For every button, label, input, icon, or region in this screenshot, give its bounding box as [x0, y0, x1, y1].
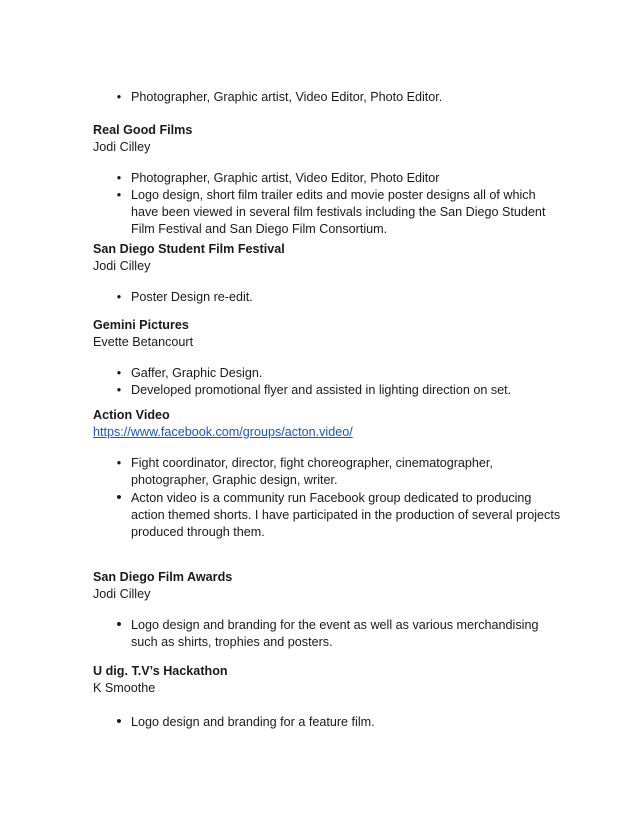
section-title: San Diego Film Awards — [93, 570, 233, 584]
section-subtitle: Jodi Cilley — [93, 140, 151, 154]
list-item — [93, 170, 563, 187]
list-item — [93, 187, 563, 238]
list-item — [93, 89, 563, 106]
facebook-group-link[interactable]: https://www.facebook.com/groups/acton.video/ — [93, 425, 353, 439]
list-item — [93, 382, 563, 399]
section-action-video — [93, 407, 563, 541]
bullet-text: Logo design and branding for the event as well as various merchandising such as shirts, trophies and posters. — [131, 618, 539, 649]
bullet-list — [93, 365, 563, 399]
bullet-icon: • — [116, 489, 122, 506]
bullet-list — [93, 89, 563, 106]
section-subtitle: Jodi Cilley — [93, 259, 151, 273]
list-item — [93, 289, 563, 306]
section-title: Action Video — [93, 408, 170, 422]
bullet-icon: • — [116, 616, 122, 633]
bullet-text: Poster Design re-edit. — [131, 290, 253, 304]
bullet-list — [93, 455, 563, 541]
section-title: San Diego Student Film Festival — [93, 242, 285, 256]
list-item — [93, 455, 563, 489]
list-item — [93, 490, 563, 541]
section-sd-film-awards — [93, 569, 563, 651]
bullet-icon: • — [116, 90, 122, 104]
bullet-text: Logo design and branding for a feature film. — [131, 715, 375, 729]
bullet-text: Developed promotional flyer and assisted in lighting direction on set. — [131, 383, 512, 397]
bullet-icon: • — [116, 713, 122, 730]
bullet-list — [93, 170, 563, 238]
bullet-icon: • — [116, 366, 122, 380]
list-item — [93, 365, 563, 382]
bullet-list — [93, 714, 563, 731]
section-subtitle: Evette Betancourt — [93, 335, 194, 349]
bullet-icon: • — [116, 383, 122, 397]
bullet-text: Gaffer, Graphic Design. — [131, 366, 263, 380]
bullet-list — [93, 617, 563, 651]
bullet-icon: • — [116, 188, 122, 202]
bullet-text: Photographer, Graphic artist, Video Editor, Photo Editor. — [131, 90, 443, 104]
bullet-icon: • — [116, 290, 122, 304]
bullet-text: Acton video is a community run Facebook group dedicated to producing action themed shorts. I have participated in the production of several projects produced through them. — [131, 491, 561, 539]
section-title: U dig. T.V’s Hackathon — [93, 664, 228, 678]
section-udig-hackathon — [93, 663, 563, 731]
intro-block — [93, 89, 563, 106]
section-real-good-films — [93, 122, 563, 238]
list-item — [93, 617, 563, 651]
bullet-text: Fight coordinator, director, fight choreographer, cinematographer, photographer, Graphic design, writer. — [131, 456, 493, 487]
section-subtitle: K Smoothe — [93, 681, 156, 695]
bullet-icon: • — [116, 171, 122, 185]
bullet-text: Logo design, short film trailer edits and movie poster designs all of which have been viewed in several film festivals including the San Diego Student Film Festival and San Diego Film Consortium. — [131, 188, 546, 236]
section-gemini-pictures — [93, 317, 563, 399]
section-title: Real Good Films — [93, 123, 193, 137]
list-item — [93, 714, 563, 731]
section-title: Gemini Pictures — [93, 318, 189, 332]
bullet-text: Photographer, Graphic artist, Video Editor, Photo Editor — [131, 171, 440, 185]
bullet-list — [93, 289, 563, 306]
section-subtitle: Jodi Cilley — [93, 587, 151, 601]
bullet-icon: • — [116, 456, 122, 470]
section-sd-student-film-festival — [93, 241, 563, 306]
